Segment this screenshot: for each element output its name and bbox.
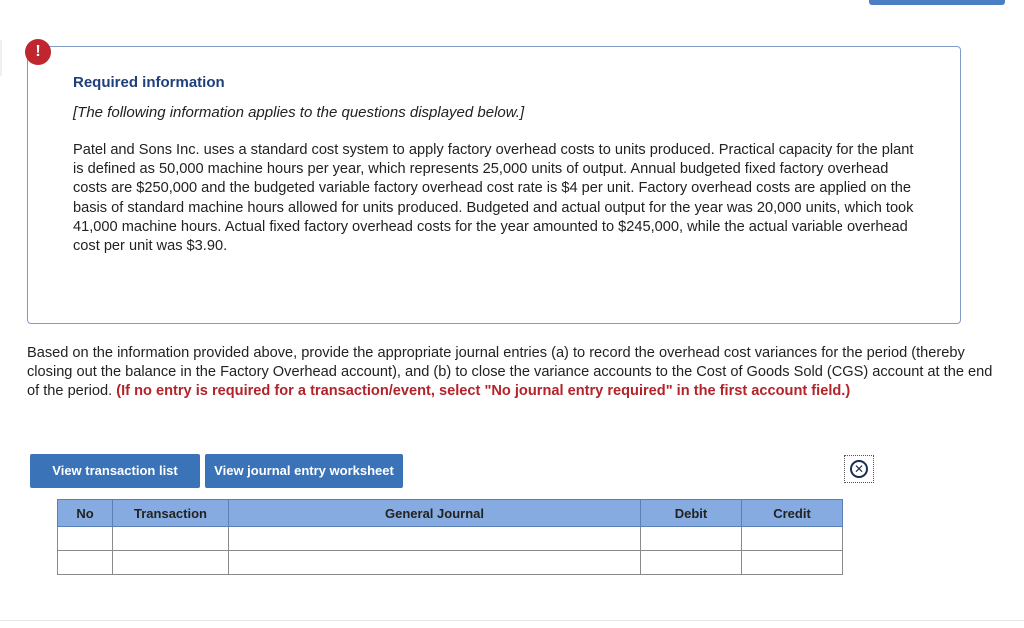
left-edge-divider [0, 40, 2, 76]
info-title: Required information [73, 74, 225, 91]
close-button[interactable] [844, 455, 874, 483]
top-bar [869, 0, 1005, 5]
close-circle-icon: ✕ [850, 460, 868, 478]
column-header-no: No [58, 500, 113, 527]
table-header-row [58, 500, 843, 527]
cell-debit [641, 527, 742, 551]
info-note: [The following information applies to the questions displayed below.] [73, 104, 525, 121]
view-transaction-list-button[interactable]: View transaction list [30, 454, 200, 488]
instructions [27, 344, 997, 402]
info-body: Patel and Sons Inc. uses a standard cost system to apply factory overhead costs to units produced. Practical capacity for the plant is defined as 50,000 machine hours per year, which represents 25,000 units of output. Annual budgeted fixed factory overhead costs are $250,000 and the budgeted variable factory overhead cost rate is $4 per unit. Factory overhead costs are applied on the basis of standard machine hours allowed for units produced. Budgeted and actual output for the year was 20,000 units, which took 41,000 machine hours. Actual fixed factory overhead costs for the year amounted to $245,000, while the actual variable overhead cost per unit was $3.90. [73, 142, 914, 255]
cell-no [58, 527, 113, 551]
table-row [58, 527, 843, 551]
cell-transaction [113, 551, 229, 575]
view-journal-entry-worksheet-button[interactable]: View journal entry worksheet [205, 454, 403, 488]
bottom-divider [0, 620, 1024, 621]
column-header-debit: Debit [641, 500, 742, 527]
cell-no [58, 551, 113, 575]
column-header-credit: Credit [742, 500, 843, 527]
journal-table [57, 499, 843, 575]
cell-credit [742, 527, 843, 551]
instructions-text: Based on the information provided above, provide the appropriate journal entries (a) to record the overhead cost variances for the period (thereby closing out the balance in the Factory Overhead account), and (b) to close the variance accounts to the Cost of Goods Sold (CGS) account at the end of the period. [27, 345, 993, 400]
cell-general-journal [229, 551, 641, 575]
instructions-emphasis: (If no entry is required for a transaction/event, select "No journal entry required" in the first account field.) [116, 383, 851, 400]
column-header-general-journal: General Journal [229, 500, 641, 527]
cell-debit [641, 551, 742, 575]
required-info-box [27, 46, 961, 324]
cell-general-journal [229, 527, 641, 551]
column-header-transaction: Transaction [113, 500, 229, 527]
exclamation-icon: ! [25, 39, 51, 65]
table-row [58, 551, 843, 575]
cell-credit [742, 551, 843, 575]
cell-transaction [113, 527, 229, 551]
